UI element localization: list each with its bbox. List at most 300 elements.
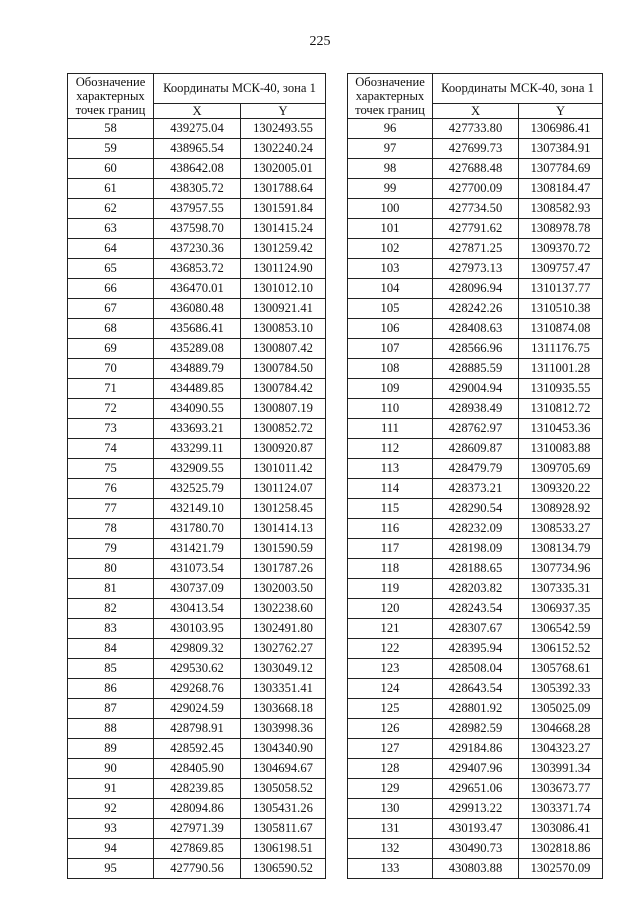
coord-x: 429184.86 xyxy=(433,739,519,759)
coord-y: 1307734.96 xyxy=(519,559,603,579)
coord-y: 1305058.52 xyxy=(241,779,326,799)
point-number: 99 xyxy=(348,179,433,199)
table-row xyxy=(68,159,326,179)
coord-y: 1301012.10 xyxy=(241,279,326,299)
coord-y: 1306937.35 xyxy=(519,599,603,619)
coord-x: 428232.09 xyxy=(433,519,519,539)
point-number: 106 xyxy=(348,319,433,339)
coord-y: 1304323.27 xyxy=(519,739,603,759)
table-row xyxy=(68,519,326,539)
point-number: 91 xyxy=(68,779,154,799)
point-number: 122 xyxy=(348,639,433,659)
coord-x: 427734.50 xyxy=(433,199,519,219)
table-row xyxy=(68,539,326,559)
coord-y: 1311001.28 xyxy=(519,359,603,379)
point-number: 65 xyxy=(68,259,154,279)
coord-x: 430103.95 xyxy=(154,619,241,639)
coord-x: 428885.59 xyxy=(433,359,519,379)
table-row xyxy=(68,319,326,339)
point-number: 126 xyxy=(348,719,433,739)
table-row xyxy=(348,779,603,799)
coord-y: 1301414.13 xyxy=(241,519,326,539)
point-number: 87 xyxy=(68,699,154,719)
coord-x: 428096.94 xyxy=(433,279,519,299)
coord-x: 427688.48 xyxy=(433,159,519,179)
table-row xyxy=(68,439,326,459)
coord-x: 429024.59 xyxy=(154,699,241,719)
coord-x: 434489.85 xyxy=(154,379,241,399)
table-row xyxy=(68,219,326,239)
coord-y: 1302005.01 xyxy=(241,159,326,179)
coord-y: 1307335.31 xyxy=(519,579,603,599)
coord-y: 1311176.75 xyxy=(519,339,603,359)
point-number: 103 xyxy=(348,259,433,279)
coord-x: 428307.67 xyxy=(433,619,519,639)
point-number: 123 xyxy=(348,659,433,679)
coord-x: 427871.25 xyxy=(433,239,519,259)
point-number: 68 xyxy=(68,319,154,339)
point-number: 86 xyxy=(68,679,154,699)
coord-x: 429407.96 xyxy=(433,759,519,779)
coord-y: 1303049.12 xyxy=(241,659,326,679)
table-row xyxy=(68,399,326,419)
point-number: 66 xyxy=(68,279,154,299)
point-number: 118 xyxy=(348,559,433,579)
coord-y: 1305768.61 xyxy=(519,659,603,679)
table-row xyxy=(68,279,326,299)
point-number: 72 xyxy=(68,399,154,419)
table-row xyxy=(348,139,603,159)
table-row xyxy=(68,819,326,839)
coord-x: 428203.82 xyxy=(433,579,519,599)
coord-x: 430413.54 xyxy=(154,599,241,619)
point-number: 59 xyxy=(68,139,154,159)
table-row xyxy=(348,299,603,319)
coord-x: 428094.86 xyxy=(154,799,241,819)
coordinates-table-left xyxy=(67,73,326,879)
coord-x: 436853.72 xyxy=(154,259,241,279)
table-body xyxy=(68,119,326,879)
coord-y: 1302240.24 xyxy=(241,139,326,159)
table-row xyxy=(348,419,603,439)
point-number: 100 xyxy=(348,199,433,219)
point-number: 98 xyxy=(348,159,433,179)
coord-y: 1306542.59 xyxy=(519,619,603,639)
coord-y: 1303991.34 xyxy=(519,759,603,779)
coord-y: 1300784.42 xyxy=(241,379,326,399)
coord-y: 1301415.24 xyxy=(241,219,326,239)
coord-x: 428592.45 xyxy=(154,739,241,759)
coord-x: 428239.85 xyxy=(154,779,241,799)
table-row xyxy=(348,319,603,339)
coord-x: 429913.22 xyxy=(433,799,519,819)
table-row xyxy=(348,579,603,599)
coord-y: 1301590.59 xyxy=(241,539,326,559)
point-number: 60 xyxy=(68,159,154,179)
point-number: 69 xyxy=(68,339,154,359)
point-number: 117 xyxy=(348,539,433,559)
page-number: 225 xyxy=(309,34,331,49)
point-number: 112 xyxy=(348,439,433,459)
coord-x: 432525.79 xyxy=(154,479,241,499)
coord-x: 431780.70 xyxy=(154,519,241,539)
coord-y: 1303371.74 xyxy=(519,799,603,819)
point-number: 116 xyxy=(348,519,433,539)
point-number: 76 xyxy=(68,479,154,499)
table-row xyxy=(348,259,603,279)
table-row xyxy=(68,359,326,379)
coord-y: 1301258.45 xyxy=(241,499,326,519)
coord-y: 1308134.79 xyxy=(519,539,603,559)
coord-y: 1308928.92 xyxy=(519,499,603,519)
coord-y: 1300807.19 xyxy=(241,399,326,419)
coord-y: 1305431.26 xyxy=(241,799,326,819)
point-number: 64 xyxy=(68,239,154,259)
coord-x: 438305.72 xyxy=(154,179,241,199)
point-number: 90 xyxy=(68,759,154,779)
coord-y: 1309705.69 xyxy=(519,459,603,479)
coord-x: 427699.73 xyxy=(433,139,519,159)
coord-y: 1303351.41 xyxy=(241,679,326,699)
coord-x: 428243.54 xyxy=(433,599,519,619)
coord-y: 1305811.67 xyxy=(241,819,326,839)
coord-y: 1301011.42 xyxy=(241,459,326,479)
coord-x: 437957.55 xyxy=(154,199,241,219)
coord-y: 1307784.69 xyxy=(519,159,603,179)
coord-y: 1310453.36 xyxy=(519,419,603,439)
coord-y: 1304340.90 xyxy=(241,739,326,759)
table-row xyxy=(68,499,326,519)
table-row xyxy=(348,239,603,259)
point-number: 92 xyxy=(68,799,154,819)
coord-y: 1303086.41 xyxy=(519,819,603,839)
coord-x: 434090.55 xyxy=(154,399,241,419)
coord-y: 1304668.28 xyxy=(519,719,603,739)
coord-x: 430490.73 xyxy=(433,839,519,859)
point-number: 83 xyxy=(68,619,154,639)
coord-x: 439275.04 xyxy=(154,119,241,139)
coord-y: 1310510.38 xyxy=(519,299,603,319)
table-row xyxy=(68,799,326,819)
coord-y: 1301124.07 xyxy=(241,479,326,499)
coord-x: 429651.06 xyxy=(433,779,519,799)
coord-x: 438642.08 xyxy=(154,159,241,179)
table-row xyxy=(348,179,603,199)
point-number: 133 xyxy=(348,859,433,879)
point-number: 111 xyxy=(348,419,433,439)
coord-x: 427973.13 xyxy=(433,259,519,279)
table-row xyxy=(348,819,603,839)
table-row xyxy=(68,839,326,859)
table-row xyxy=(68,559,326,579)
coord-x: 428938.49 xyxy=(433,399,519,419)
coord-x: 428762.97 xyxy=(433,419,519,439)
point-number: 70 xyxy=(68,359,154,379)
table-row xyxy=(68,419,326,439)
coord-y: 1301259.42 xyxy=(241,239,326,259)
table-row xyxy=(348,619,603,639)
point-number: 120 xyxy=(348,599,433,619)
coord-y: 1303998.36 xyxy=(241,719,326,739)
point-number: 79 xyxy=(68,539,154,559)
table-row xyxy=(68,239,326,259)
coord-x: 428242.26 xyxy=(433,299,519,319)
coord-x: 428373.21 xyxy=(433,479,519,499)
point-number: 101 xyxy=(348,219,433,239)
coord-x: 429530.62 xyxy=(154,659,241,679)
coord-y: 1300920.87 xyxy=(241,439,326,459)
coord-x: 427700.09 xyxy=(433,179,519,199)
coordinates-table-right xyxy=(347,73,603,879)
coord-x: 428798.91 xyxy=(154,719,241,739)
point-number: 97 xyxy=(348,139,433,159)
table-row xyxy=(348,359,603,379)
point-number: 102 xyxy=(348,239,433,259)
coord-y: 1306986.41 xyxy=(519,119,603,139)
table-row xyxy=(68,719,326,739)
point-number: 95 xyxy=(68,859,154,879)
coord-y: 1310874.08 xyxy=(519,319,603,339)
table-row xyxy=(348,219,603,239)
coord-y: 1301787.26 xyxy=(241,559,326,579)
table-row xyxy=(68,619,326,639)
coord-y: 1302762.27 xyxy=(241,639,326,659)
coord-y: 1302238.60 xyxy=(241,599,326,619)
coord-x: 427869.85 xyxy=(154,839,241,859)
point-number: 129 xyxy=(348,779,433,799)
table-row xyxy=(348,439,603,459)
coord-y: 1310137.77 xyxy=(519,279,603,299)
point-number: 67 xyxy=(68,299,154,319)
point-number: 113 xyxy=(348,459,433,479)
point-number: 132 xyxy=(348,839,433,859)
coord-y: 1301591.84 xyxy=(241,199,326,219)
coord-y: 1305392.33 xyxy=(519,679,603,699)
table-row xyxy=(68,299,326,319)
point-number: 110 xyxy=(348,399,433,419)
table-row xyxy=(68,659,326,679)
point-number: 96 xyxy=(348,119,433,139)
coord-y: 1308978.78 xyxy=(519,219,603,239)
coord-y: 1304694.67 xyxy=(241,759,326,779)
table-row xyxy=(68,579,326,599)
coord-x: 429809.32 xyxy=(154,639,241,659)
point-number: 80 xyxy=(68,559,154,579)
point-number: 62 xyxy=(68,199,154,219)
point-number: 108 xyxy=(348,359,433,379)
point-number: 88 xyxy=(68,719,154,739)
table-row xyxy=(68,119,326,139)
point-number: 114 xyxy=(348,479,433,499)
point-number: 119 xyxy=(348,579,433,599)
coord-x: 428395.94 xyxy=(433,639,519,659)
table-row xyxy=(68,339,326,359)
coord-x: 431073.54 xyxy=(154,559,241,579)
coord-x: 428508.04 xyxy=(433,659,519,679)
coord-y: 1302003.50 xyxy=(241,579,326,599)
point-number: 128 xyxy=(348,759,433,779)
coord-y: 1303673.77 xyxy=(519,779,603,799)
table-row xyxy=(68,639,326,659)
table-row xyxy=(348,459,603,479)
coord-x: 432909.55 xyxy=(154,459,241,479)
coord-x: 433693.21 xyxy=(154,419,241,439)
table-row xyxy=(68,459,326,479)
table-row xyxy=(348,159,603,179)
coord-y: 1300853.10 xyxy=(241,319,326,339)
coord-x: 438965.54 xyxy=(154,139,241,159)
point-number: 131 xyxy=(348,819,433,839)
table-row xyxy=(68,759,326,779)
coord-y: 1307384.91 xyxy=(519,139,603,159)
coord-y: 1300784.50 xyxy=(241,359,326,379)
coord-y: 1306198.51 xyxy=(241,839,326,859)
point-number: 75 xyxy=(68,459,154,479)
table-row xyxy=(348,739,603,759)
coord-y: 1308582.93 xyxy=(519,199,603,219)
coord-y: 1302570.09 xyxy=(519,859,603,879)
y-header: Y xyxy=(241,104,326,119)
table-row xyxy=(348,799,603,819)
coord-y: 1305025.09 xyxy=(519,699,603,719)
point-number: 93 xyxy=(68,819,154,839)
table-row xyxy=(348,379,603,399)
point-number: 81 xyxy=(68,579,154,599)
point-number: 73 xyxy=(68,419,154,439)
coord-x: 428566.96 xyxy=(433,339,519,359)
table-row xyxy=(68,479,326,499)
coord-x: 428609.87 xyxy=(433,439,519,459)
coord-y: 1300921.41 xyxy=(241,299,326,319)
coord-y: 1310083.88 xyxy=(519,439,603,459)
point-number: 105 xyxy=(348,299,433,319)
coord-x: 428643.54 xyxy=(433,679,519,699)
coord-x: 427790.56 xyxy=(154,859,241,879)
coord-x: 428982.59 xyxy=(433,719,519,739)
coordinates-header: Координаты МСК-40, зона 1 xyxy=(433,74,603,104)
designation-header: Обозначение характерных точек границ xyxy=(348,74,433,119)
point-number: 61 xyxy=(68,179,154,199)
point-number: 125 xyxy=(348,699,433,719)
coord-x: 430737.09 xyxy=(154,579,241,599)
point-number: 127 xyxy=(348,739,433,759)
table-row xyxy=(348,719,603,739)
point-number: 109 xyxy=(348,379,433,399)
coord-y: 1310935.55 xyxy=(519,379,603,399)
point-number: 78 xyxy=(68,519,154,539)
coord-x: 433299.11 xyxy=(154,439,241,459)
coord-x: 431421.79 xyxy=(154,539,241,559)
table-row xyxy=(348,479,603,499)
coord-y: 1301124.90 xyxy=(241,259,326,279)
x-header: X xyxy=(154,104,241,119)
point-number: 77 xyxy=(68,499,154,519)
coord-x: 430803.88 xyxy=(433,859,519,879)
coordinates-header: Координаты МСК-40, зона 1 xyxy=(154,74,326,104)
table-row xyxy=(348,539,603,559)
table-row xyxy=(348,499,603,519)
coord-y: 1300807.42 xyxy=(241,339,326,359)
table-row xyxy=(68,739,326,759)
coord-y: 1306152.52 xyxy=(519,639,603,659)
table-row xyxy=(68,379,326,399)
coord-x: 435686.41 xyxy=(154,319,241,339)
table-row xyxy=(68,139,326,159)
y-header: Y xyxy=(519,104,603,119)
point-number: 130 xyxy=(348,799,433,819)
table-row xyxy=(348,279,603,299)
table-row xyxy=(348,339,603,359)
coord-x: 428198.09 xyxy=(433,539,519,559)
table-row xyxy=(68,699,326,719)
table-row xyxy=(68,259,326,279)
table-row xyxy=(348,399,603,419)
point-number: 85 xyxy=(68,659,154,679)
coord-x: 428290.54 xyxy=(433,499,519,519)
coord-x: 429004.94 xyxy=(433,379,519,399)
point-number: 82 xyxy=(68,599,154,619)
coord-y: 1308533.27 xyxy=(519,519,603,539)
coord-x: 427971.39 xyxy=(154,819,241,839)
table-row xyxy=(348,519,603,539)
coord-x: 437230.36 xyxy=(154,239,241,259)
coord-x: 434889.79 xyxy=(154,359,241,379)
point-number: 115 xyxy=(348,499,433,519)
point-number: 121 xyxy=(348,619,433,639)
coord-x: 428408.63 xyxy=(433,319,519,339)
coord-x: 427791.62 xyxy=(433,219,519,239)
coord-y: 1309370.72 xyxy=(519,239,603,259)
point-number: 94 xyxy=(68,839,154,859)
table-row xyxy=(348,699,603,719)
coord-x: 429268.76 xyxy=(154,679,241,699)
table-row xyxy=(68,679,326,699)
coord-x: 432149.10 xyxy=(154,499,241,519)
coord-y: 1302491.80 xyxy=(241,619,326,639)
point-number: 71 xyxy=(68,379,154,399)
coord-x: 428405.90 xyxy=(154,759,241,779)
table-row xyxy=(348,659,603,679)
coord-y: 1309757.47 xyxy=(519,259,603,279)
table-row xyxy=(68,179,326,199)
coord-y: 1300852.72 xyxy=(241,419,326,439)
point-number: 124 xyxy=(348,679,433,699)
table-row xyxy=(348,559,603,579)
coord-x: 428801.92 xyxy=(433,699,519,719)
designation-header: Обозначение характерных точек границ xyxy=(68,74,154,119)
coord-y: 1310812.72 xyxy=(519,399,603,419)
coord-x: 427733.80 xyxy=(433,119,519,139)
coord-x: 428188.65 xyxy=(433,559,519,579)
table-row xyxy=(348,859,603,879)
point-number: 107 xyxy=(348,339,433,359)
table-row xyxy=(68,199,326,219)
coord-x: 435289.08 xyxy=(154,339,241,359)
table-row xyxy=(348,119,603,139)
table-body xyxy=(348,119,603,879)
table-row xyxy=(68,859,326,879)
coord-y: 1309320.22 xyxy=(519,479,603,499)
coord-x: 437598.70 xyxy=(154,219,241,239)
table-row xyxy=(68,599,326,619)
point-number: 89 xyxy=(68,739,154,759)
coord-y: 1306590.52 xyxy=(241,859,326,879)
point-number: 104 xyxy=(348,279,433,299)
coord-y: 1308184.47 xyxy=(519,179,603,199)
table-row xyxy=(348,199,603,219)
coord-y: 1302493.55 xyxy=(241,119,326,139)
table-row xyxy=(68,779,326,799)
